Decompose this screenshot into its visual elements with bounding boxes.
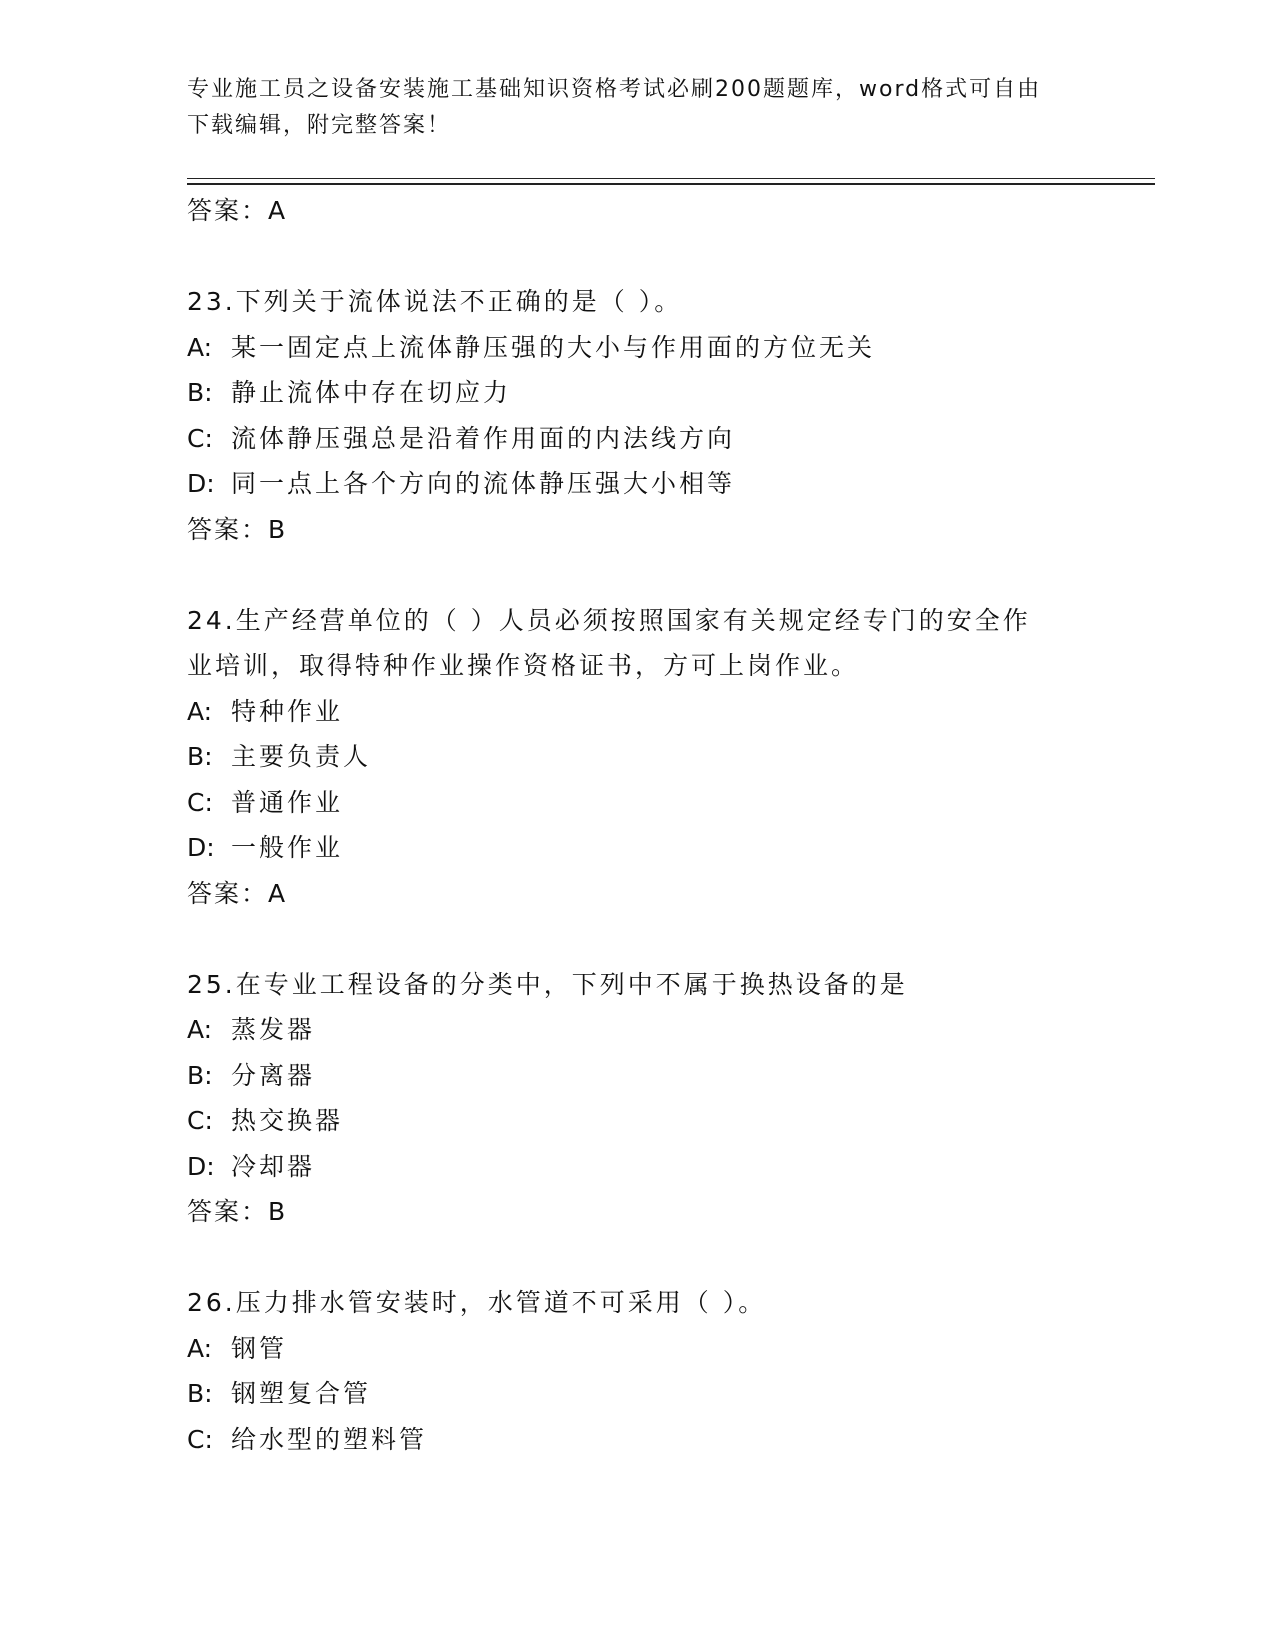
- option-b: [187, 1053, 1127, 1099]
- document-header: [187, 72, 1067, 144]
- option-letter: B:: [187, 1060, 213, 1090]
- question-stem: 23.下列关于流体说法不正确的是（ ）。: [187, 287, 683, 316]
- spacer: [187, 916, 1127, 962]
- spacer: [187, 552, 1127, 598]
- question-stem-line-1: 24.生产经营单位的（ ）人员必须按照国家有关规定经专门的安全作: [187, 605, 1031, 635]
- question-stem: 25.在专业工程设备的分类中，下列中不属于换热设备的是: [187, 969, 908, 999]
- option-text: 流体静压强总是沿着作用面的内法线方向: [231, 423, 736, 453]
- option-text: 一般作业: [231, 833, 344, 862]
- option-a: [187, 1007, 1127, 1053]
- answer: 答案：A: [187, 878, 288, 908]
- option-letter: B:: [187, 742, 213, 771]
- option-a: [187, 689, 1127, 735]
- option-text: 给水型的塑料管: [231, 1424, 428, 1454]
- option-letter: A:: [187, 696, 213, 726]
- header-line-2: 下载编辑，附完整答案！: [187, 113, 452, 138]
- option-a: [187, 1326, 1127, 1372]
- option-text: 热交换器: [231, 1106, 344, 1135]
- option-c: [187, 1417, 1127, 1463]
- option-b: [187, 370, 1127, 416]
- option-letter: C:: [187, 1424, 213, 1454]
- option-text: 钢塑复合管: [231, 1379, 372, 1408]
- header-line-1: 专业施工员之设备安装施工基础知识资格考试必刷200题题库，word格式可自由: [187, 77, 1042, 102]
- option-text: 普通作业: [231, 787, 344, 817]
- option-letter: D:: [187, 833, 215, 862]
- option-text: 分离器: [231, 1060, 316, 1090]
- option-letter: C:: [187, 423, 213, 453]
- question-26: [187, 1280, 1127, 1462]
- question-25: [187, 962, 1127, 1235]
- option-text: 特种作业: [231, 696, 344, 726]
- option-c: [187, 1098, 1127, 1144]
- answer: 答案：B: [187, 1197, 288, 1226]
- option-text: 冷却器: [231, 1151, 316, 1181]
- question-stem-line-2: 业培训，取得特种作业操作资格证书，方可上岗作业。: [187, 651, 860, 680]
- option-d: [187, 825, 1127, 871]
- answer: 答案：B: [187, 514, 288, 544]
- option-text: 钢管: [231, 1333, 288, 1363]
- option-b: [187, 1371, 1127, 1417]
- question-23: [187, 279, 1127, 552]
- option-letter: D:: [187, 1151, 215, 1181]
- option-b: [187, 734, 1127, 780]
- option-a: [187, 325, 1127, 371]
- option-text: 静止流体中存在切应力: [231, 378, 512, 407]
- option-letter: B:: [187, 378, 213, 407]
- option-text: 某一固定点上流体静压强的大小与作用面的方位无关: [231, 332, 876, 362]
- option-letter: A:: [187, 1015, 213, 1044]
- option-c: [187, 416, 1127, 462]
- previous-answer: 答案：A: [187, 196, 288, 225]
- option-d: [187, 461, 1127, 507]
- option-letter: A:: [187, 1333, 213, 1363]
- option-letter: D:: [187, 469, 215, 498]
- header-divider-thin: [187, 178, 1155, 179]
- option-text: 主要负责人: [231, 742, 372, 771]
- option-c: [187, 780, 1127, 826]
- question-24: [187, 598, 1127, 917]
- spacer: [187, 1235, 1127, 1281]
- header-divider-thick: [187, 183, 1155, 185]
- option-letter: C:: [187, 1106, 213, 1135]
- option-letter: B:: [187, 1379, 213, 1408]
- question-stem: 26.压力排水管安装时，水管道不可采用（ ）。: [187, 1288, 767, 1317]
- option-d: [187, 1144, 1127, 1190]
- option-letter: A:: [187, 332, 213, 362]
- question-list: [187, 188, 1127, 1462]
- option-text: 同一点上各个方向的流体静压强大小相等: [231, 469, 736, 498]
- option-letter: C:: [187, 787, 213, 817]
- spacer: [187, 234, 1127, 280]
- option-text: 蒸发器: [231, 1015, 316, 1044]
